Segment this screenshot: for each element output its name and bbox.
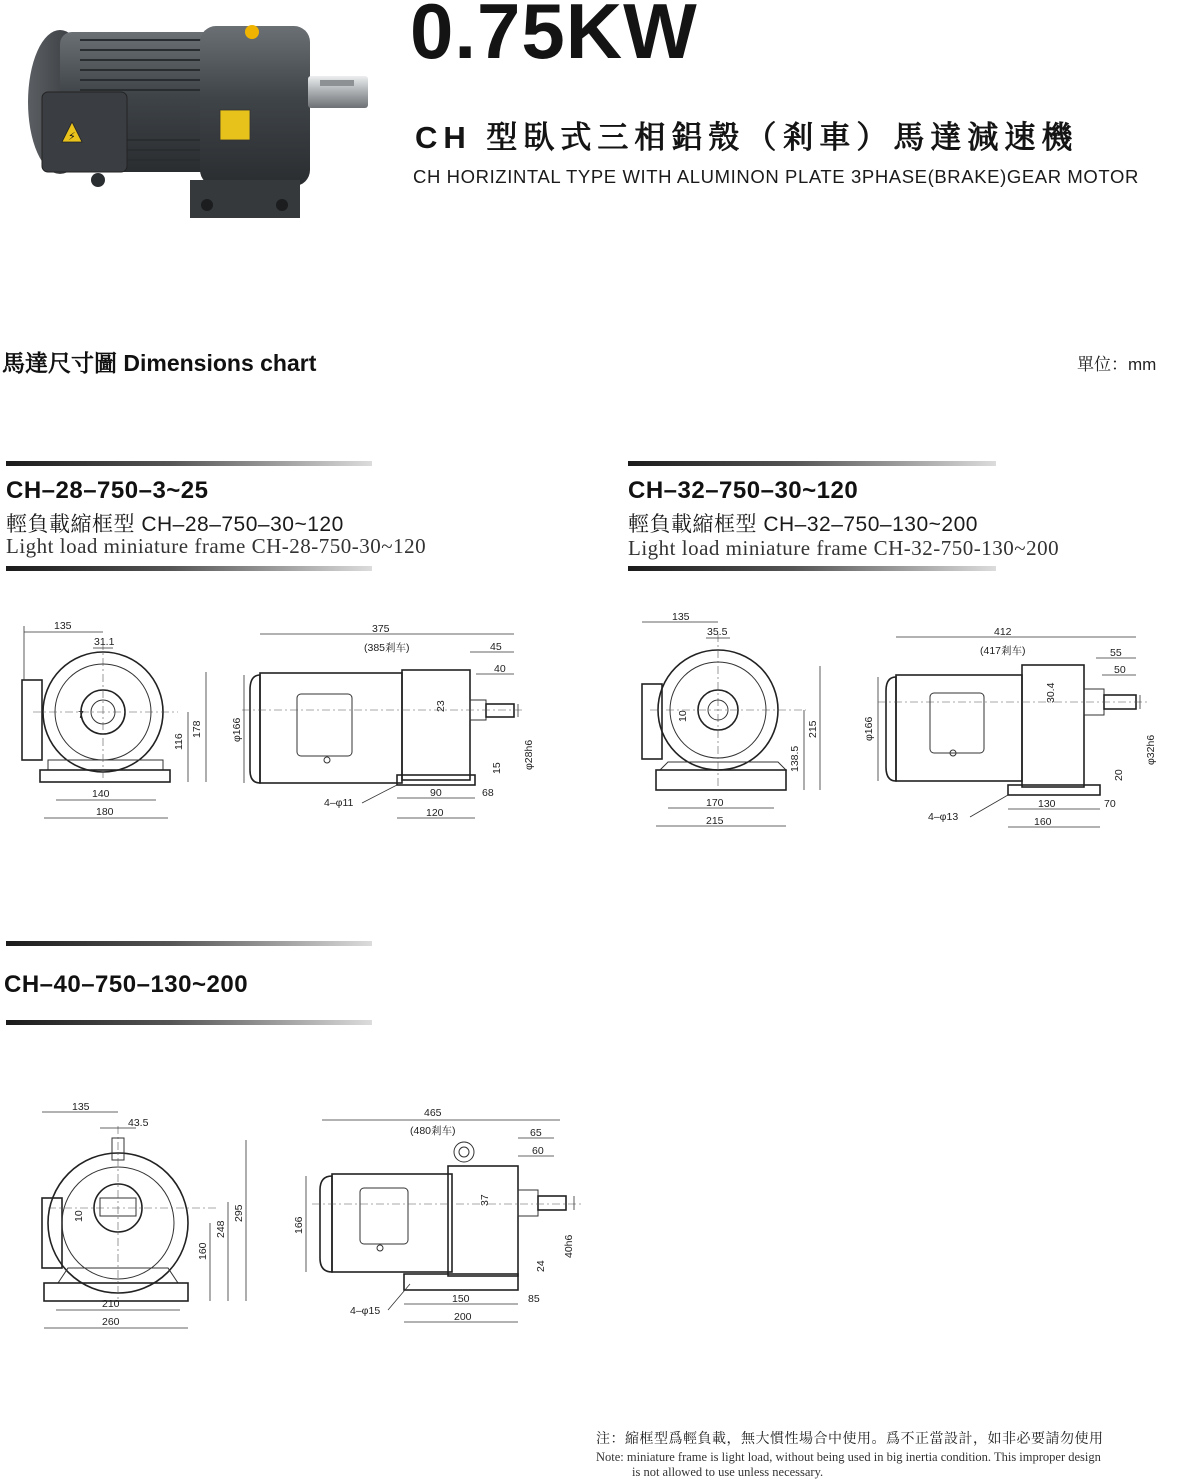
dim-label: φ166: [863, 716, 875, 741]
footnote-en: [596, 1450, 1101, 1480]
footnote-en-line: is not allowed to use unless necessary.: [632, 1465, 824, 1479]
dim-label: φ28h6: [523, 739, 535, 770]
dim-label: 43.5: [128, 1117, 149, 1129]
dim-label: 40h6: [563, 1234, 575, 1258]
dim-label: 24: [535, 1260, 547, 1272]
dim-label: 50: [1114, 664, 1126, 676]
dim-label: 170: [706, 797, 724, 809]
dim-label: 23: [435, 700, 447, 712]
dim-label: (417剎车): [980, 645, 1026, 657]
dim-label: 116: [173, 733, 185, 750]
dim-label: φ166: [231, 717, 243, 742]
warning-sign-icon: ⚡: [68, 131, 76, 143]
footnote-en-line: Note: miniature frame is light load, without being used in big inertia condition. This improper design: [596, 1450, 1101, 1464]
divider-rule: [628, 566, 996, 571]
dim-label: 85: [528, 1293, 540, 1305]
dim-label: 215: [706, 815, 724, 827]
dim-label: 4–φ13: [928, 811, 959, 823]
dim-label: 35.5: [707, 626, 728, 638]
dim-label: 31.1: [94, 636, 115, 648]
dim-label: 375: [372, 623, 390, 635]
dim-label: 37: [479, 1194, 491, 1206]
front-view-drawing: [638, 612, 848, 832]
dim-label: 4–φ11: [324, 797, 354, 809]
dim-label: 20: [1113, 769, 1125, 781]
dim-label: (480剎车): [410, 1125, 456, 1137]
product-title-zh: CH 型臥式三相鋁殼（剎車）馬達減速機: [415, 120, 1079, 155]
dim-label: 7: [78, 709, 84, 721]
dim-label: 40: [494, 663, 506, 675]
dim-label: 138.5: [789, 745, 801, 772]
model-light-zh: 輕負載縮框型 CH–28–750–30~120: [6, 513, 344, 536]
dim-label: 248: [215, 1220, 227, 1238]
dim-label: 60: [532, 1145, 544, 1157]
dim-label: 130: [1038, 798, 1056, 810]
front-view-drawing: [18, 620, 218, 830]
divider-rule: [6, 1020, 372, 1025]
side-view-drawing: [232, 620, 542, 830]
model-light-en: Light load miniature frame CH-28-750-30~120: [6, 534, 427, 558]
model-name: CH–40–750–130~200: [4, 971, 249, 998]
divider-rule: [6, 461, 372, 466]
model-light-en: Light load miniature frame CH-32-750-130~200: [628, 536, 1060, 560]
divider-rule: [6, 941, 372, 946]
dim-label: 70: [1104, 798, 1116, 810]
dim-label: 215: [807, 720, 819, 738]
dim-label: 140: [92, 788, 110, 800]
dim-label: 465: [424, 1107, 442, 1119]
dim-label: 160: [197, 1242, 209, 1260]
dim-label: 10: [73, 1210, 85, 1222]
dim-label: 178: [191, 720, 203, 738]
dim-label: 200: [454, 1311, 472, 1323]
dim-label: 150: [452, 1293, 470, 1305]
dim-label: 65: [530, 1127, 542, 1139]
dim-label: 15: [491, 762, 503, 774]
dim-label: 45: [490, 641, 502, 653]
divider-rule: [628, 461, 996, 466]
side-view-drawing: [292, 1104, 592, 1334]
dim-label: 180: [96, 806, 114, 818]
model-name: CH–28–750–3~25: [6, 477, 209, 504]
dim-label: 68: [482, 787, 494, 799]
dim-label: 55: [1110, 647, 1122, 659]
dim-label: 166: [293, 1216, 305, 1234]
footnote-zh: 注：縮框型爲輕負載，無大慣性場合中使用。爲不正當設計，如非必要請勿使用: [596, 1430, 1104, 1446]
dim-label: φ32h6: [1145, 734, 1157, 765]
dim-label: 135: [672, 611, 690, 623]
model-name: CH–32–750–30~120: [628, 477, 859, 504]
dim-label: 30.4: [1045, 682, 1057, 703]
gear-motor-photo: [20, 10, 380, 225]
section-title: 馬達尺寸圖 Dimensions chart: [2, 350, 317, 376]
product-title-en: CH HORIZINTAL TYPE WITH ALUMINON PLATE 3PHASE(BRAKE)GEAR MOTOR: [413, 166, 1139, 187]
dim-label: 120: [426, 807, 444, 819]
dim-label: 4–φ15: [350, 1305, 381, 1317]
dim-label: 90: [430, 787, 442, 799]
side-view-drawing: [858, 625, 1168, 835]
dim-label: 135: [72, 1101, 90, 1113]
power-rating: 0.75KW: [410, 0, 698, 75]
dim-label: 260: [102, 1316, 120, 1328]
dim-label: 210: [102, 1298, 120, 1310]
dim-label: 412: [994, 626, 1012, 638]
model-light-zh: 輕負載縮框型 CH–32–750–130~200: [628, 513, 978, 536]
dim-label: 160: [1034, 816, 1052, 828]
dim-label: 135: [54, 620, 72, 632]
dim-label: (385剎车): [364, 642, 410, 654]
front-view-drawing: [38, 1098, 258, 1338]
unit-label: 單位：mm: [1077, 355, 1157, 374]
divider-rule: [6, 566, 372, 571]
dim-label: 295: [233, 1204, 245, 1222]
dim-label: 10: [677, 710, 689, 722]
